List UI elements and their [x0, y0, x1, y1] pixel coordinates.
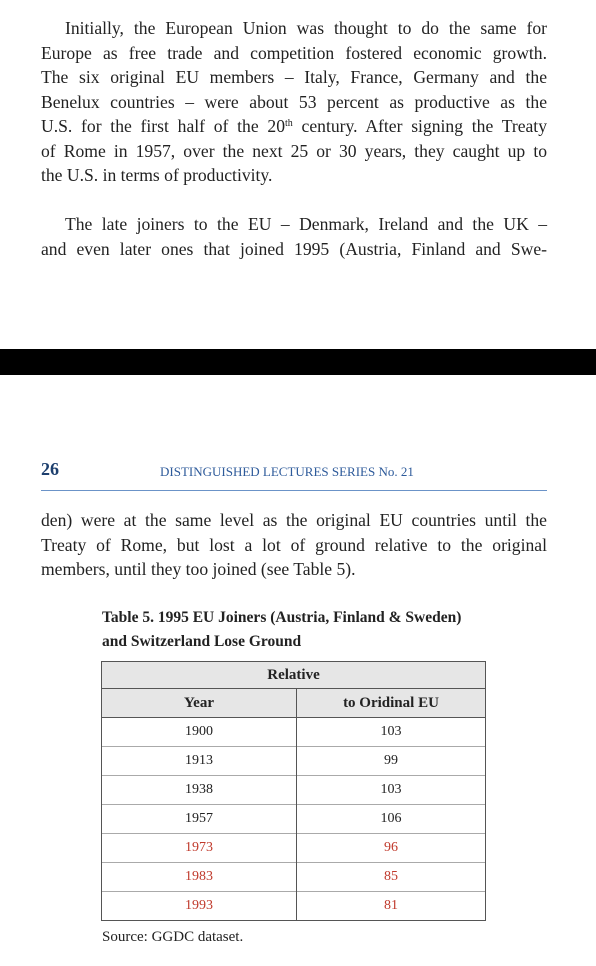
header-rule: [41, 490, 547, 491]
text-line: Benelux countries – were about 53 percent as productive as the: [41, 91, 547, 112]
year-cell: 1993: [102, 892, 297, 921]
text-line: Europe as free trade and competition fostered economic growth.: [41, 42, 547, 63]
table-source: Source: GGDC dataset.: [102, 929, 244, 945]
text-line: the U.S. in terms of productivity.: [41, 165, 273, 185]
year-cell: 1983: [102, 863, 297, 892]
value-cell: 99: [297, 747, 486, 776]
value-cell: 81: [297, 892, 486, 921]
page-break-band: [0, 349, 596, 375]
table-row-highlighted: [102, 863, 486, 892]
text-line: den) were at the same level as the original EU countries until the: [41, 510, 547, 530]
table-title-line: and Switzerland Lose Ground: [102, 633, 302, 650]
table-row: [102, 776, 486, 805]
table-row: [102, 747, 486, 776]
text-line: The late joiners to the EU – Denmark, Ireland and the UK –: [65, 214, 547, 234]
table-title-line: Table 5. 1995 EU Joiners (Austria, Finland & Sweden): [102, 609, 462, 626]
year-cell: 1938: [102, 776, 297, 805]
text-line: members, until they too joined (see Table 5).: [41, 559, 356, 579]
data-table: [101, 661, 486, 921]
year-cell: 1913: [102, 747, 297, 776]
page-number: 26: [41, 459, 59, 479]
value-cell: 96: [297, 834, 486, 863]
text-line: of Rome in 1957, over the next 25 or 30 years, they caught up to: [41, 140, 547, 161]
column-header-year: Year: [102, 689, 297, 718]
paragraph-late-joiners: [41, 212, 547, 261]
paragraph-continued: [41, 508, 547, 582]
year-cell: 1973: [102, 834, 297, 863]
value-cell: 85: [297, 863, 486, 892]
value-cell: 103: [297, 718, 486, 747]
value-cell: 103: [297, 776, 486, 805]
text-line: and even later ones that joined 1995 (Austria, Finland and Swe-: [41, 238, 547, 259]
table-row: [102, 805, 486, 834]
year-cell: 1900: [102, 718, 297, 747]
paragraph-intro: [41, 16, 547, 188]
table-row-highlighted: [102, 892, 486, 921]
text-line-with-superscript: U.S. for the first half of the 20th century. After signing the Treaty: [41, 116, 547, 136]
text-line: Initially, the European Union was thought to do the same for: [65, 18, 547, 38]
table-title: [102, 606, 502, 654]
text-line: The six original EU members – Italy, France, Germany and the: [41, 67, 547, 87]
table-header-relative: Relative: [102, 662, 486, 689]
column-header-relative: to Oridinal EU: [297, 689, 486, 718]
value-cell: 106: [297, 805, 486, 834]
table-row: [102, 718, 486, 747]
superscript: th: [285, 118, 293, 129]
text-line: Treaty of Rome, but lost a lot of ground relative to the original: [41, 534, 547, 555]
year-cell: 1957: [102, 805, 297, 834]
table-row-highlighted: [102, 834, 486, 863]
running-head: DISTINGUISHED LECTURES SERIES No. 21: [160, 464, 414, 479]
